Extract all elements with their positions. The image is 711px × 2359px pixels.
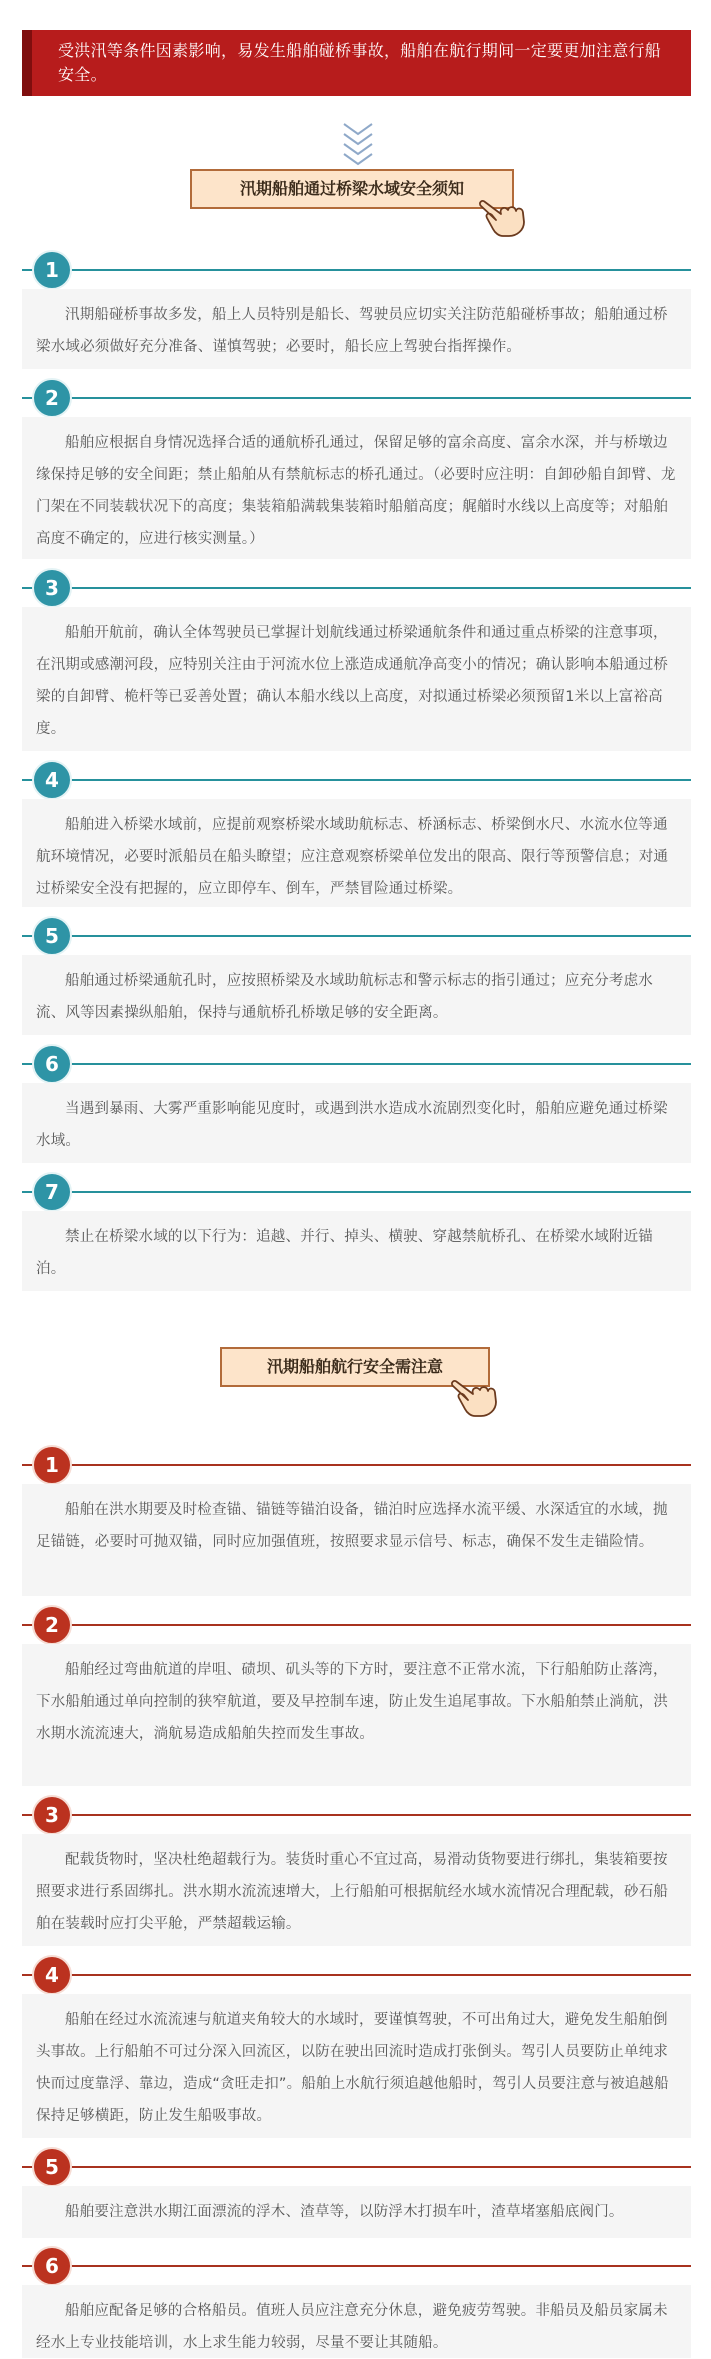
item-number-badge: 5: [32, 916, 72, 956]
bridge-item-6-header: [22, 1042, 691, 1086]
item-number-badge: 1: [32, 1445, 72, 1485]
bridge-item-6-text: 当遇到暴雨、大雾严重影响能见度时，或遇到洪水造成水流剧烈变化时，船舶应避免通过桥梁水域。: [36, 1101, 668, 1149]
navigation-item-6: [22, 2285, 691, 2358]
bridge-item-2-text: 船舶应根据自身情况选择合适的通航桥孔通过，保留足够的富余高度、富余水深，并与桥墩边缘保持足够的安全间距；禁止船舶从有禁航标志的桥孔通过。（必要时应注明：自卸砂船自卸臂、龙门架在不同装载状况下的高度；集装箱船满载集装箱时船艏高度；艉艏时水线以上高度等；对船舶高度不确定的，应进行核实测量。）: [36, 435, 676, 547]
bridge-section-title-text: 汛期船舶通过桥梁水域安全须知: [239, 179, 464, 198]
divider-line: [22, 2265, 691, 2267]
item-number-badge: 1: [32, 250, 72, 290]
divider-line: [22, 269, 691, 271]
item-number-badge: 4: [32, 760, 72, 800]
navigation-item-4: [22, 1994, 691, 2138]
navigation-item-1-text: 船舶在洪水期要及时检查锚、锚链等锚泊设备，锚泊时应选择水流平缓、水深适宜的水域，抛足锚链，必要时可抛双锚，同时应加强值班，按照要求显示信号、标志，确保不发生走锚险情。: [36, 1502, 668, 1550]
bridge-item-6: [22, 1083, 691, 1163]
divider-line: [22, 2166, 691, 2168]
divider-line: [22, 1063, 691, 1065]
bridge-item-1: [22, 289, 691, 369]
bridge-item-4-header: [22, 758, 691, 802]
navigation-item-4-text: 船舶在经过水流流速与航道夹角较大的水域时，要谨慎驾驶，不可出角过大，避免发生船舶倒头事故。上行船舶不可过分深入回流区，以防在驶出回流时造成打张倒头。驾引人员要防止单纯求快而过度靠浮、靠边，造成“贪旺走扣”。船舶上水航行须追越他船时，驾引人员要注意与被追越船保持足够横距，防止发生船吸事故。: [36, 2012, 669, 2124]
divider-line: [22, 779, 691, 781]
navigation-section-title-text: 汛期船舶航行安全需注意: [266, 1357, 443, 1376]
divider-line: [22, 1814, 691, 1816]
chevron-down-icon: [338, 118, 378, 166]
navigation-item-3-header: [22, 1793, 691, 1837]
navigation-item-2-text: 船舶经过弯曲航道的岸咀、碛坝、矶头等的下方时，要注意不正常水流，下行船舶防止落湾，下水船舶通过单向控制的狭窄航道，要及早控制车速，防止发生追尾事故。下水船舶禁止淌航，洪水期水流流速大，淌航易造成船舶失控而发生事故。: [36, 1662, 669, 1742]
item-number-badge: 3: [32, 1795, 72, 1835]
divider-line: [22, 587, 691, 589]
divider-line: [22, 935, 691, 937]
item-number-badge: 2: [32, 1605, 72, 1645]
item-number-badge: 3: [32, 568, 72, 608]
bridge-item-7-text: 禁止在桥梁水域的以下行为：追越、并行、掉头、横驶、穿越禁航桥孔、在桥梁水域附近锚泊。: [36, 1229, 653, 1277]
navigation-item-3: [22, 1834, 691, 1946]
divider-line: [22, 397, 691, 399]
divider-line: [22, 1191, 691, 1193]
navigation-item-6-header: [22, 2244, 691, 2288]
bridge-item-2: [22, 417, 691, 559]
navigation-item-3-text: 配载货物时，坚决杜绝超载行为。装货时重心不宜过高，易滑动货物要进行绑扎，集装箱要按照要求进行系固绑扎。洪水期水流流速增大，上行船舶可根据航经水域水流情况合理配载，砂石船舶在装载时应打尖平舱，严禁超载运输。: [36, 1852, 669, 1932]
bridge-item-3: [22, 607, 691, 751]
navigation-item-1-header: [22, 1443, 691, 1487]
bridge-item-2-header: [22, 376, 691, 420]
navigation-item-5-text: 船舶要注意洪水期江面漂流的浮木、渣草等，以防浮木打损车叶，渣草堵塞船底阀门。: [65, 2204, 624, 2220]
safety-warning-banner: [22, 30, 691, 96]
item-number-badge: 6: [32, 1044, 72, 1084]
bridge-item-4-text: 船舶进入桥梁水域前，应提前观察桥梁水域助航标志、桥涵标志、桥梁倒水尺、水流水位等通航环境情况，必要时派船员在船头瞭望；应注意观察桥梁单位发出的限高、限行等预警信息；对通过桥梁安全没有把握的，应立即停车、倒车，严禁冒险通过桥梁。: [36, 817, 669, 897]
item-number-badge: 6: [32, 2246, 72, 2286]
item-number-badge: 2: [32, 378, 72, 418]
navigation-item-4-header: [22, 1953, 691, 1997]
bridge-item-5: [22, 955, 691, 1035]
item-number-badge: 4: [32, 1955, 72, 1995]
bridge-item-1-text: 汛期船碰桥事故多发，船上人员特别是船长、驾驶员应切实关注防范船碰桥事故；船舶通过桥梁水域必须做好充分准备、谨慎驾驶；必要时，船长应上驾驶台指挥操作。: [36, 307, 668, 355]
bridge-item-7-header: [22, 1170, 691, 1214]
item-number-badge: 5: [32, 2147, 72, 2187]
navigation-item-6-text: 船舶应配备足够的合格船员。值班人员应注意充分休息，避免疲劳驾驶。非船员及船员家属未经水上专业技能培训，水上求生能力较弱，尽量不要让其随船。: [36, 2303, 668, 2351]
divider-line: [22, 1464, 691, 1466]
bridge-item-3-header: [22, 566, 691, 610]
divider-line: [22, 1974, 691, 1976]
bridge-item-7: [22, 1211, 691, 1291]
navigation-item-2-header: [22, 1603, 691, 1647]
bridge-item-3-text: 船舶开航前，确认全体驾驶员已掌握计划航线通过桥梁通航条件和通过重点桥梁的注意事项，在汛期或感潮河段，应特别关注由于河流水位上涨造成通航净高变小的情况；确认影响本船通过桥梁的自卸臂、桅杆等已妥善处置；确认本船水线以上高度，对拟通过桥梁必须预留1米以上富裕高度。: [36, 625, 669, 737]
navigation-item-2: [22, 1644, 691, 1786]
banner-text: 受洪汛等条件因素影响，易发生船舶碰桥事故，船舶在航行期间一定要更加注意行船安全。: [58, 41, 662, 84]
navigation-item-5-header: [22, 2145, 691, 2189]
item-number-badge: 7: [32, 1172, 72, 1212]
pointing-hand-icon: [475, 192, 533, 240]
divider-line: [22, 1624, 691, 1626]
navigation-item-1: [22, 1484, 691, 1596]
navigation-item-5: [22, 2186, 691, 2238]
pointing-hand-icon: [447, 1372, 505, 1420]
bridge-item-5-header: [22, 914, 691, 958]
bridge-item-1-header: [22, 248, 691, 292]
bridge-item-5-text: 船舶通过桥梁通航孔时，应按照桥梁及水域助航标志和警示标志的指引通过；应充分考虑水流、风等因素操纵船舶，保持与通航桥孔桥墩足够的安全距离。: [36, 973, 653, 1021]
bridge-section-title: [190, 169, 514, 209]
bridge-item-4: [22, 799, 691, 907]
